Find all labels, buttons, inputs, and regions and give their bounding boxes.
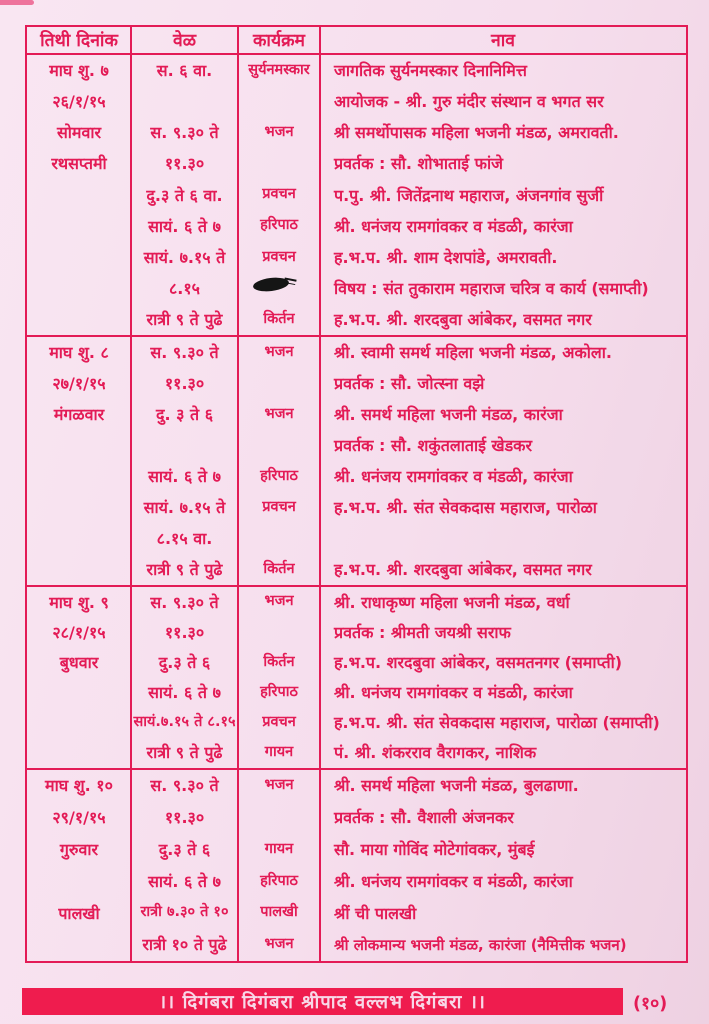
date-cell: बुधवार: [59, 652, 99, 672]
time-cell: सायं. ६ ते ७: [148, 466, 221, 486]
table-row: [27, 708, 686, 738]
name-cell: प्रवर्तक : सौ. वैशाली अंजनकर: [334, 808, 514, 828]
name-cell: सौ. माया गोविंद मोटेगांवकर, मुंबई: [334, 839, 535, 859]
program-cell: किर्तन: [263, 310, 295, 327]
time-cell: सायं. ७.१५ ते: [143, 247, 226, 267]
date-cell: माघ शु. ७: [49, 61, 109, 81]
time-cell: दु. ३ ते ६: [155, 404, 214, 424]
table-row: [27, 86, 686, 117]
table-row: [27, 211, 686, 242]
page-number: (१०): [633, 994, 668, 1014]
date-cell: माघ शु. ८: [49, 342, 109, 362]
table-row: [27, 770, 686, 802]
program-cell: प्रवचन: [262, 498, 296, 515]
time-cell: सायं. ६ ते ७: [148, 216, 221, 236]
name-cell: श्री. धनंजय रामगांवकर व मंडळी, कारंजा: [334, 216, 573, 236]
time-cell: ११.३०: [164, 154, 205, 174]
name-cell: श्रीं ची पालखी: [334, 903, 417, 923]
day-group-3: [27, 585, 686, 768]
name-cell: श्री. राधाकृष्ण महिला भजनी मंडळ, वर्धा: [334, 592, 570, 612]
table-row: [27, 587, 686, 617]
date-cell: माघ शु. ९: [49, 592, 109, 612]
day-group-4: [27, 768, 686, 961]
table-row: [27, 180, 686, 211]
table-row: [27, 834, 686, 866]
name-cell: पं. श्री. शंकरराव वैरागकर, नाशिक: [334, 743, 537, 763]
table-row: [27, 554, 686, 585]
table-row: [27, 929, 686, 961]
day-group-2: [27, 335, 686, 585]
time-cell: स. ९.३० ते: [150, 123, 219, 143]
scan-artifact-mark: [0, 0, 34, 5]
time-cell: दु.३ ते ६ वा.: [146, 185, 223, 205]
name-cell: प्रवर्तक : सौ. शोभाताई फांजे: [334, 154, 504, 174]
date-cell: पालखी: [58, 903, 100, 923]
time-cell: दु.३ ते ६: [158, 652, 211, 672]
name-cell: ह.भ.प. श्री. शाम देशपांडे, अमरावती.: [334, 247, 558, 267]
date-cell: २९/१/१५: [52, 808, 106, 828]
program-cell: भजन: [264, 124, 294, 141]
program-cell: भजन: [264, 405, 294, 422]
program-cell: भजन: [264, 343, 294, 360]
name-cell: श्री. धनंजय रामगांवकर व मंडळी, कारंजा: [334, 466, 573, 486]
name-cell: ह.भ.प. श्री. संत सेवकदास महाराज, पारोळा (समाप्ती): [334, 713, 660, 733]
time-cell: ८.१५ वा.: [156, 528, 213, 548]
time-cell: स. ६ वा.: [156, 61, 213, 81]
schedule-table: [25, 25, 688, 963]
program-cell: हरिपाठ: [260, 872, 298, 889]
time-cell: दु.३ ते ६: [158, 839, 211, 859]
program-cell: हरिपाठ: [260, 467, 298, 484]
table-row: [27, 617, 686, 647]
name-cell: श्री. धनंजय रामगांवकर व मंडळी, कारंजा: [334, 683, 573, 703]
time-cell: सायं. ७.१५ ते: [143, 497, 226, 517]
mantra-banner: [22, 988, 623, 1015]
table-row: [27, 430, 686, 461]
time-cell: ११.३०: [164, 808, 205, 828]
table-row: [27, 337, 686, 368]
name-cell: ह.भ.प. श्री. शरदबुवा आंबेकर, वसमत नगर: [334, 559, 592, 579]
name-cell: प्रवर्तक : सौ. जोत्स्ना वझे: [334, 373, 485, 393]
name-cell: जागतिक सुर्यनमस्कार दिनानिमित्त: [334, 61, 527, 81]
program-cell: पालखी: [260, 904, 298, 921]
time-cell: सायं.७.१५ ते ८.१५: [133, 714, 236, 731]
time-cell: ११.३०: [164, 373, 205, 393]
table-row: [27, 368, 686, 399]
date-cell: २८/१/१५: [52, 622, 106, 642]
time-cell: रात्री १० ते पुढे: [142, 935, 227, 955]
name-cell: ह.भ.प. श्री. संत सेवकदास महाराज, पारोळा: [334, 497, 597, 517]
name-cell: प्रवर्तक : श्रीमती जयश्री सराफ: [334, 622, 511, 642]
table-row: [27, 304, 686, 335]
table-row: [27, 55, 686, 86]
date-cell: मंगळवार: [53, 404, 105, 424]
date-cell: गुरुवार: [59, 839, 99, 859]
date-cell: सोमवार: [56, 123, 102, 143]
day-group-1: [27, 55, 686, 335]
column-divider: [237, 27, 239, 961]
table-row: [27, 492, 686, 523]
time-cell: रात्री ९ ते पुढे: [146, 743, 223, 763]
time-cell: रात्री ७.३० ते १०: [140, 904, 229, 921]
time-cell: स. ९.३० ते: [150, 776, 219, 796]
program-cell: गायन: [264, 840, 294, 857]
program-cell: हरिपाठ: [260, 217, 298, 234]
table-row: [27, 118, 686, 149]
name-cell: श्री लोकमान्य भजनी मंडळ, कारंजा (नैमित्तीक भजन): [334, 935, 627, 954]
date-cell: २६/१/१५: [52, 92, 106, 112]
date-cell: २७/१/१५: [52, 373, 106, 393]
program-cell: प्रवचन: [262, 186, 296, 203]
date-cell: रथसप्तमी: [51, 154, 107, 174]
table-row: [27, 461, 686, 492]
column-divider: [319, 27, 321, 961]
program-cell: भजन: [264, 593, 294, 610]
program-cell: हरिपाठ: [260, 683, 298, 700]
table-row: [27, 242, 686, 273]
program-cell: सुर्यनमस्कार: [248, 61, 310, 78]
time-cell: सायं. ६ ते ७: [148, 683, 221, 703]
program-cell: प्रवचन: [262, 248, 296, 265]
program-cell: भजन: [264, 936, 294, 953]
time-cell: ८.१५: [168, 278, 201, 298]
time-cell: स. ९.३० ते: [150, 592, 219, 612]
table-row: [27, 678, 686, 708]
time-cell: स. ९.३० ते: [150, 342, 219, 362]
name-cell: ह.भ.प. शरदबुवा आंबेकर, वसमतनगर (समाप्ती): [334, 652, 623, 672]
program-cell: गायन: [264, 744, 294, 761]
name-cell: प्रवर्तक : सौ. शकुंतलाताई खेडकर: [334, 435, 533, 455]
table-row: [27, 866, 686, 898]
table-row: [27, 802, 686, 834]
program-cell: किर्तन: [263, 653, 295, 670]
table-row: [27, 149, 686, 180]
name-cell: श्री. समर्थ महिला भजनी मंडळ, बुलढाणा.: [334, 776, 579, 796]
program-cell: प्रवचन: [262, 714, 296, 731]
name-cell: श्री. धनंजय रामगांवकर व मंडळी, कारंजा: [334, 871, 573, 891]
name-cell: विषय : संत तुकाराम महाराज चरित्र व कार्य (समाप्ती): [334, 278, 649, 298]
program-cell: भजन: [264, 777, 294, 794]
mantra-text: ।। दिगंबरा दिगंबरा श्रीपाद वल्लभ दिगंबरा ।।: [159, 992, 486, 1013]
name-cell: आयोजक - श्री. गुरु मंदीर संस्थान व भगत सर: [334, 92, 604, 112]
column-divider: [130, 27, 132, 961]
table-header-row: [27, 27, 686, 55]
time-cell: रात्री ९ ते पुढे: [146, 309, 223, 329]
table-row: [27, 523, 686, 554]
table-row: [27, 648, 686, 678]
table-row: [27, 399, 686, 430]
name-cell: श्री. स्वामी समर्थ महिला भजनी मंडळ, अकोला.: [334, 342, 612, 362]
name-cell: श्री समर्थोपासक महिला भजनी मंडळ, अमरावती.: [334, 123, 619, 143]
program-cell: किर्तन: [263, 560, 295, 577]
table-row: [27, 738, 686, 768]
name-cell: श्री. समर्थ महिला भजनी मंडळ, कारंजा: [334, 404, 563, 424]
time-cell: ११.३०: [164, 622, 205, 642]
time-cell: सायं. ६ ते ७: [148, 871, 221, 891]
table-row: [27, 897, 686, 929]
name-cell: ह.भ.प. श्री. शरदबुवा आंबेकर, वसमत नगर: [334, 309, 592, 329]
name-cell: प.पु. श्री. जितेंद्रनाथ महाराज, अंजनगांव सुर्जी: [334, 185, 604, 205]
table-row: [27, 273, 686, 304]
time-cell: रात्री ९ ते पुढे: [146, 559, 223, 579]
header-name: नाव: [491, 31, 515, 52]
date-cell: माघ शु. १०: [45, 776, 113, 796]
header-time: वेळ: [172, 31, 197, 52]
header-date: तिथी दिनांक: [40, 31, 118, 52]
header-program: कार्यक्रम: [252, 31, 306, 52]
